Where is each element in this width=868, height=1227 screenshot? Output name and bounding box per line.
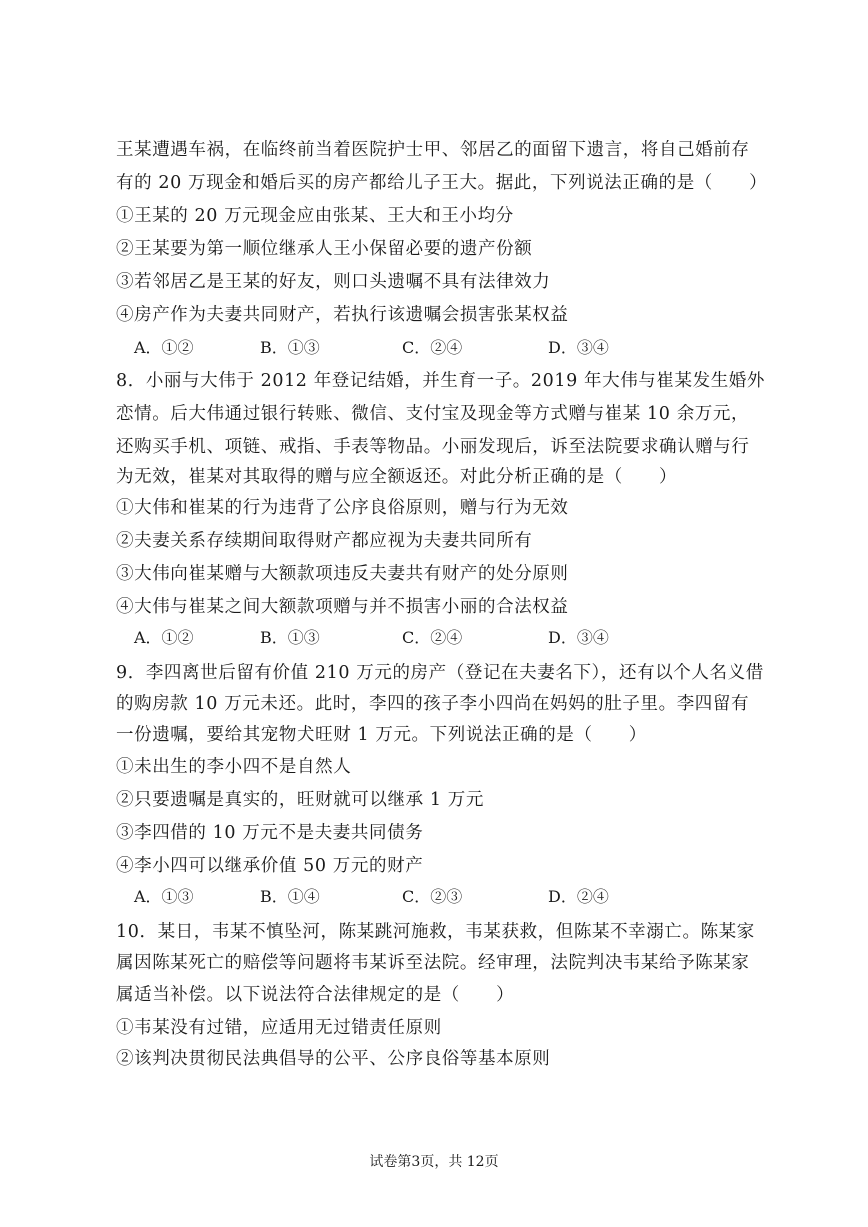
question-10-line: 属适当补偿。以下说法符合法律规定的是（ ） xyxy=(116,985,515,1005)
choice-c: C．②③ xyxy=(402,887,463,906)
question-9-line: 9．李四离世后留有价值 210 万元的房产（登记在夫妻名下），还有以个人名义借 xyxy=(116,663,764,683)
question-8-line: 为无效，崔某对其取得的赠与应全额返还。对此分析正确的是（ ） xyxy=(116,467,678,487)
question-7-line: 有的 20 万现金和婚后买的房产都给儿子王大。据此，下列说法正确的是（ ） xyxy=(116,173,768,193)
question-9-line: 的购房款 10 万元未还。此时，李四的孩子李小四尚在妈妈的肚子里。李四留有 xyxy=(116,694,750,714)
question-9-option-statement: ①未出生的李小四不是自然人 xyxy=(116,757,352,777)
question-8-option-statement: ④大伟与崔某之间大额款项赠与并不损害小丽的合法权益 xyxy=(116,597,569,617)
question-8-line: 8．小丽与大伟于 2012 年登记结婚，并生育一子。2019 年大伟与崔某发生婚外 xyxy=(116,371,765,391)
choice-b: B．①④ xyxy=(260,887,320,906)
question-9-choices xyxy=(134,886,754,908)
question-7-choices xyxy=(134,337,754,359)
question-7-option-statement: ①王某的 20 万元现金应由张某、王大和王小均分 xyxy=(116,206,514,226)
question-8-choices xyxy=(134,627,754,649)
question-9-option-statement: ②只要遗嘱是真实的，旺财就可以继承 1 万元 xyxy=(116,790,484,810)
question-9-line: 一份遗嘱，要给其宠物犬旺财 1 万元。下列说法正确的是（ ） xyxy=(116,725,647,745)
question-9-option-statement: ④李小四可以继承价值 50 万元的财产 xyxy=(116,856,424,876)
choice-d: D．③④ xyxy=(548,628,609,647)
question-7-option-statement: ②王某要为第一顺位继承人王小保留必要的遗产份额 xyxy=(116,239,533,259)
choice-a: A．①③ xyxy=(134,887,194,906)
question-7-option-statement: ③若邻居乙是王某的好友，则口头遗嘱不具有法律效力 xyxy=(116,272,551,292)
question-10-line: 10．某日，韦某不慎坠河，陈某跳河施救，韦某获救，但陈某不幸溺亡。陈某家 xyxy=(116,922,755,942)
choice-a: A．①② xyxy=(134,338,194,357)
question-7-option-statement: ④房产作为夫妻共同财产，若执行该遗嘱会损害张某权益 xyxy=(116,305,569,325)
choice-b: B．①③ xyxy=(260,338,320,357)
question-7-line: 王某遭遇车祸，在临终前当着医院护士甲、邻居乙的面留下遗言，将自己婚前存 xyxy=(116,140,750,160)
choice-c: C．②④ xyxy=(402,628,463,647)
question-8-line: 还购买手机、项链、戒指、手表等物品。小丽发现后，诉至法院要求确认赠与行 xyxy=(116,437,750,457)
choice-b: B．①③ xyxy=(260,628,320,647)
choice-c: C．②④ xyxy=(402,338,463,357)
question-8-line: 恋情。后大伟通过银行转账、微信、支付宝及现金等方式赠与崔某 10 余万元， xyxy=(116,404,750,424)
question-8-option-statement: ②夫妻关系存续期间取得财产都应视为夫妻共同所有 xyxy=(116,531,533,551)
question-8-option-statement: ①大伟和崔某的行为违背了公序良俗原则，赠与行为无效 xyxy=(116,498,569,518)
choice-d: D．②④ xyxy=(548,887,609,906)
question-9-option-statement: ③李四借的 10 万元不是夫妻共同债务 xyxy=(116,823,424,843)
page-footer: 试卷第3页，共 12页 xyxy=(369,1154,499,1170)
question-8-option-statement: ③大伟向崔某赠与大额款项违反夫妻共有财产的处分原则 xyxy=(116,564,569,584)
choice-a: A．①② xyxy=(134,628,194,647)
question-10-line: 属因陈某死亡的赔偿等问题将韦某诉至法院。经审理，法院判决韦某给予陈某家 xyxy=(116,953,750,973)
choice-d: D．③④ xyxy=(548,338,609,357)
question-10-option-statement: ②该判决贯彻民法典倡导的公平、公序良俗等基本原则 xyxy=(116,1049,551,1069)
question-10-option-statement: ①韦某没有过错，应适用无过错责任原则 xyxy=(116,1018,442,1038)
